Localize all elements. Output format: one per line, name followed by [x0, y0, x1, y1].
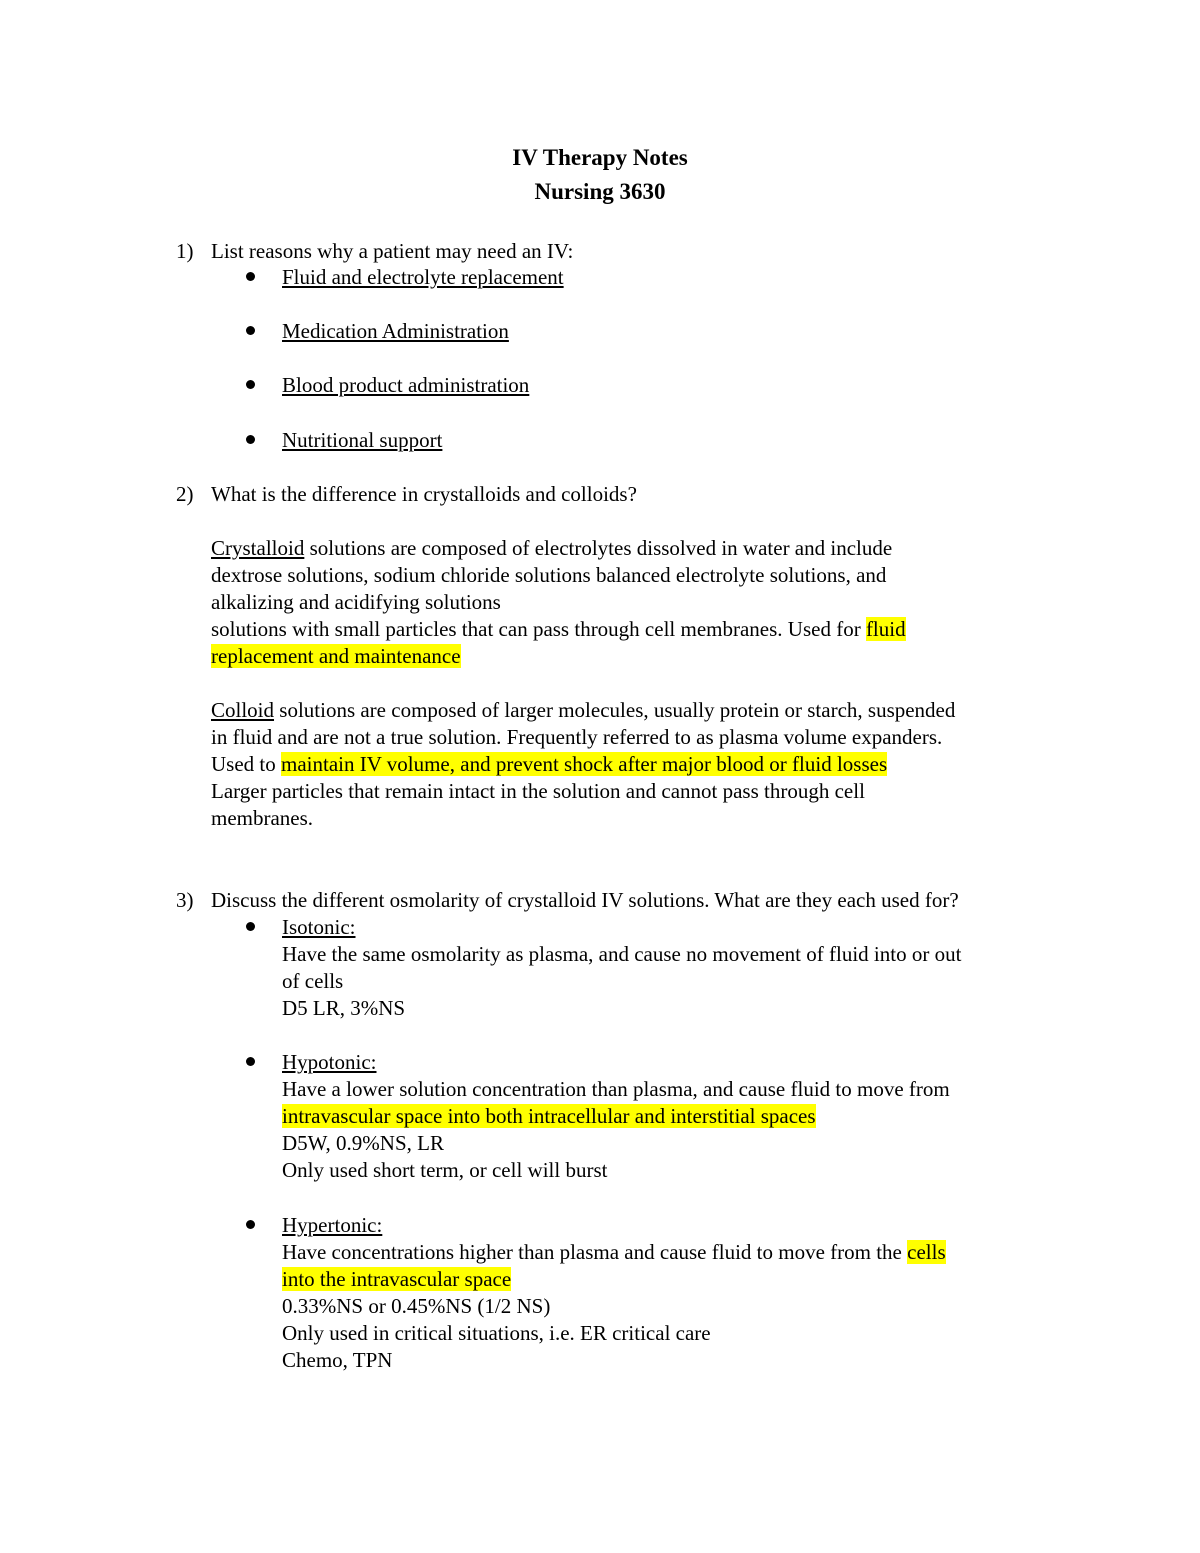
- crystalloid-line-2: dextrose solutions, sodium chloride solutions balanced electrolyte solutions, and: [211, 563, 887, 587]
- colloid-line-3: [211, 751, 887, 778]
- isotonic-line-2: of cells: [282, 969, 344, 993]
- page-title: IV Therapy Notes: [512, 145, 688, 170]
- hypertonic-label: Hypertonic:: [282, 1213, 383, 1237]
- q1-bullet-item: Fluid and electrolyte replacement: [282, 265, 564, 289]
- crystalloid-line-5: [211, 643, 461, 670]
- course-subtitle: Nursing 3630: [534, 179, 666, 204]
- bullet-dot-icon: [246, 326, 255, 335]
- hypotonic-line-1: Have a lower solution concentration than plasma, and cause fluid to move from: [282, 1077, 950, 1101]
- colloid-text: Used to: [211, 752, 281, 776]
- crystalloid-line-3: alkalizing and acidifying solutions: [211, 590, 501, 614]
- hypertonic-line-5: Chemo, TPN: [282, 1348, 393, 1372]
- crystalloid-line-1: [211, 535, 892, 562]
- q1-question: List reasons why a patient may need an IV:: [211, 239, 574, 263]
- colloid-line-4: Larger particles that remain intact in the solution and cannot pass through cell: [211, 779, 865, 803]
- hypertonic-line-3: 0.33%NS or 0.45%NS (1/2 NS): [282, 1294, 551, 1318]
- q2-number: 2): [176, 482, 194, 506]
- crystalloid-term: Crystalloid: [211, 536, 305, 560]
- q1-bullet-item: Blood product administration: [282, 373, 530, 397]
- hypotonic-label: Hypotonic:: [282, 1050, 377, 1074]
- hypotonic-line-2: [282, 1103, 816, 1130]
- highlighted-text: maintain IV volume, and prevent shock after major blood or fluid losses: [281, 752, 888, 776]
- bullet-dot-icon: [246, 435, 255, 444]
- q1-bullet-item: Medication Administration: [282, 319, 509, 343]
- q1-bullet-item: Nutritional support: [282, 428, 443, 452]
- colloid-line-1: [211, 697, 955, 724]
- bullet-dot-icon: [246, 272, 255, 281]
- crystalloid-line-4: [211, 616, 906, 643]
- colloid-term: Colloid: [211, 698, 275, 722]
- hypotonic-line-4: Only used short term, or cell will burst: [282, 1158, 608, 1182]
- hypertonic-line-4: Only used in critical situations, i.e. ER critical care: [282, 1321, 711, 1345]
- bullet-dot-icon: [246, 380, 255, 389]
- highlighted-text: intravascular space into both intracellular and interstitial spaces: [282, 1104, 816, 1128]
- crystalloid-text: solutions with small particles that can pass through cell membranes. Used for: [211, 617, 866, 641]
- q1-number: 1): [176, 239, 194, 263]
- highlighted-text: cells: [907, 1240, 946, 1264]
- highlighted-text: into the intravascular space: [282, 1267, 512, 1291]
- hypertonic-text: Have concentrations higher than plasma and cause fluid to move from the: [282, 1240, 908, 1264]
- hypertonic-line-2: [282, 1266, 511, 1293]
- crystalloid-text: solutions are composed of electrolytes dissolved in water and include: [304, 536, 893, 560]
- colloid-text: solutions are composed of larger molecules, usually protein or starch, suspended: [274, 698, 956, 722]
- highlighted-text: fluid: [865, 617, 906, 641]
- isotonic-label: Isotonic:: [282, 915, 356, 939]
- highlighted-text: replacement and maintenance: [211, 644, 461, 668]
- q3-number: 3): [176, 888, 194, 912]
- bullet-dot-icon: [246, 1220, 255, 1229]
- isotonic-line-1: Have the same osmolarity as plasma, and cause no movement of fluid into or out: [282, 942, 962, 966]
- colloid-line-2: in fluid and are not a true solution. Frequently referred to as plasma volume expanders.: [211, 725, 943, 749]
- q2-question: What is the difference in crystalloids and colloids?: [211, 482, 637, 506]
- bullet-dot-icon: [246, 1057, 255, 1066]
- colloid-line-5: membranes.: [211, 806, 314, 830]
- q3-question: Discuss the different osmolarity of crystalloid IV solutions. What are they each used for?: [211, 888, 959, 912]
- hypertonic-line-1: [282, 1239, 946, 1266]
- bullet-dot-icon: [246, 922, 255, 931]
- isotonic-line-3: D5 LR, 3%NS: [282, 996, 406, 1020]
- hypotonic-line-3: D5W, 0.9%NS, LR: [282, 1131, 444, 1155]
